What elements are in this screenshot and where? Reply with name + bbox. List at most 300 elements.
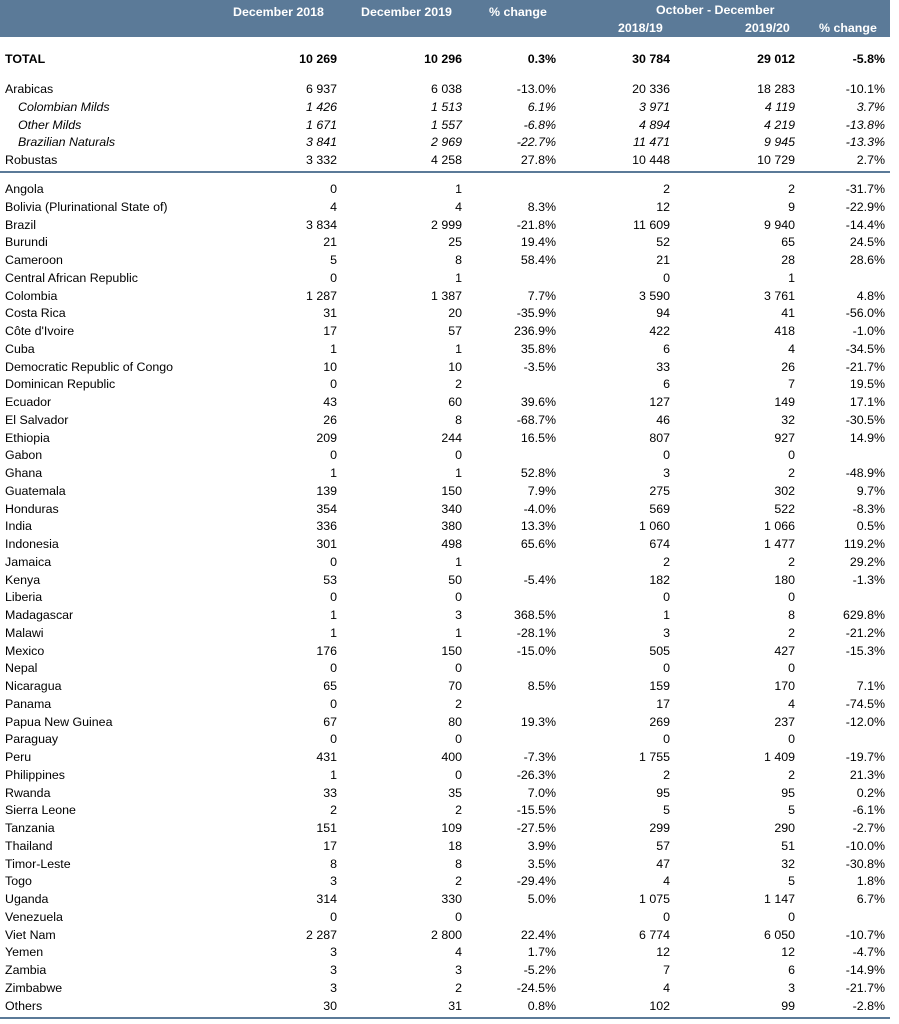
cell-oct-dec-2019-20: 65 xyxy=(781,235,795,250)
cell-pct-change-dec: 236.9% xyxy=(513,324,556,338)
cell-oct-dec-2018-19: 0 xyxy=(663,448,670,463)
cell-oct-dec-2018-19: 57 xyxy=(656,838,670,853)
cell-dec-2019: 244 xyxy=(441,430,462,445)
cell-pct-change-dec: -35.9% xyxy=(516,306,556,321)
cell-pct-change-dec: 5.0% xyxy=(527,892,556,906)
cell-oct-dec-2019-20: 927 xyxy=(774,430,795,445)
cell-pct-change-dec: 3.5% xyxy=(527,856,556,871)
cell-dec-2019: 2 969 xyxy=(430,135,462,150)
cell-dec-2018: 176 xyxy=(316,643,337,658)
cell-oct-dec-2018-19: 95 xyxy=(656,785,670,800)
cell-dec-2018: 431 xyxy=(316,750,337,764)
cell-pct-change-dec: -29.4% xyxy=(516,874,556,889)
group-row xyxy=(0,81,890,99)
row-label: Costa Rica xyxy=(5,306,66,321)
cell-dec-2018: 26 xyxy=(323,412,337,427)
cell-oct-dec-2019-20: 3 761 xyxy=(763,288,795,303)
cell-dec-2019: 60 xyxy=(448,395,462,409)
row-label: Burundi xyxy=(5,235,48,250)
cell-oct-dec-2019-20: 9 xyxy=(788,199,795,214)
table-row xyxy=(0,927,890,945)
cell-pct-change-period: 629.8% xyxy=(842,608,885,622)
cell-oct-dec-2019-20: 4 119 xyxy=(764,99,795,114)
cell-pct-change-period: -5.8% xyxy=(852,52,885,66)
cell-pct-change-period: -30.8% xyxy=(845,856,885,871)
cell-dec-2019: 57 xyxy=(448,324,462,338)
row-label: Other Milds xyxy=(18,117,82,132)
cell-oct-dec-2019-20: 29 012 xyxy=(757,52,795,66)
cell-dec-2018: 3 332 xyxy=(305,153,337,168)
row-label: Cameroon xyxy=(5,253,63,267)
row-label: Ethiopia xyxy=(5,430,50,445)
row-label: Democratic Republic of Congo xyxy=(5,359,174,374)
cell-dec-2019: 3 xyxy=(455,963,462,977)
cell-dec-2018: 53 xyxy=(323,572,337,587)
cell-pct-change-period: -19.7% xyxy=(845,750,885,764)
table-row xyxy=(0,873,890,891)
cell-pct-change-dec: 13.3% xyxy=(520,519,556,534)
cell-dec-2018: 3 xyxy=(330,980,337,995)
cell-dec-2018: 0 xyxy=(330,377,337,392)
cell-dec-2019: 50 xyxy=(448,572,462,587)
cell-pct-change-dec: 0.3% xyxy=(527,52,556,66)
cell-dec-2018: 0 xyxy=(330,182,337,196)
cell-dec-2018: 5 xyxy=(330,253,337,267)
row-label: Arabicas xyxy=(5,82,54,96)
cell-dec-2018: 0 xyxy=(330,270,337,285)
cell-dec-2019: 1 557 xyxy=(430,117,462,132)
cell-oct-dec-2018-19: 3 xyxy=(663,466,670,480)
cell-dec-2018: 31 xyxy=(323,306,337,321)
cell-dec-2019: 1 xyxy=(455,341,462,356)
table-row xyxy=(0,714,890,732)
cell-dec-2018: 67 xyxy=(323,714,337,729)
row-label: Honduras xyxy=(5,501,59,516)
table-row xyxy=(0,660,890,678)
cell-oct-dec-2018-19: 4 xyxy=(663,874,670,889)
cell-dec-2018: 17 xyxy=(323,324,337,338)
cell-pct-change-period: -21.7% xyxy=(845,359,885,374)
cell-pct-change-period: 19.5% xyxy=(849,377,885,392)
row-label: Mexico xyxy=(5,643,45,658)
cell-pct-change-period: -56.0% xyxy=(845,306,885,321)
cell-pct-change-dec: 52.8% xyxy=(520,466,556,480)
cell-pct-change-dec: 0.8% xyxy=(527,998,556,1013)
cell-pct-change-dec: -21.8% xyxy=(516,217,556,232)
cell-oct-dec-2019-20: 6 050 xyxy=(763,927,795,942)
cell-oct-dec-2018-19: 30 784 xyxy=(632,52,670,66)
cell-pct-change-dec: 3.9% xyxy=(527,838,556,853)
cell-dec-2018: 3 841 xyxy=(305,135,337,150)
cell-pct-change-period: 6.7% xyxy=(856,892,885,906)
cell-dec-2018: 1 287 xyxy=(305,288,337,303)
cell-dec-2019: 0 xyxy=(455,767,462,782)
table-row xyxy=(0,802,890,820)
cell-dec-2018: 30 xyxy=(323,998,337,1013)
row-label: Indonesia xyxy=(5,537,59,551)
table-row xyxy=(0,412,890,430)
cell-dec-2019: 18 xyxy=(448,838,462,853)
row-label: Venezuela xyxy=(5,909,63,924)
cell-dec-2019: 2 xyxy=(455,803,462,818)
cell-oct-dec-2018-19: 102 xyxy=(649,998,670,1013)
table-row xyxy=(0,341,890,359)
cell-dec-2018: 151 xyxy=(316,821,337,835)
cell-pct-change-period: -6.1% xyxy=(852,803,885,818)
cell-dec-2018: 1 xyxy=(330,625,337,640)
row-label: Gabon xyxy=(5,448,43,463)
table-row xyxy=(0,998,890,1016)
cell-dec-2019: 1 xyxy=(455,182,462,196)
table-row xyxy=(0,944,890,962)
cell-dec-2019: 80 xyxy=(448,714,462,729)
header-2019-20: 2019/20 xyxy=(745,21,790,35)
cell-pct-change-period: -1.3% xyxy=(852,572,885,587)
cell-dec-2018: 2 287 xyxy=(305,927,337,942)
cell-oct-dec-2018-19: 3 xyxy=(663,625,670,640)
cell-dec-2018: 1 xyxy=(330,608,337,622)
row-label: Togo xyxy=(5,874,32,889)
cell-oct-dec-2018-19: 1 075 xyxy=(638,892,670,906)
cell-oct-dec-2019-20: 0 xyxy=(788,661,795,676)
cell-dec-2019: 1 xyxy=(455,625,462,640)
cell-pct-change-period: -31.7% xyxy=(845,182,885,196)
cell-pct-change-period: 3.7% xyxy=(856,99,885,114)
cell-oct-dec-2019-20: 180 xyxy=(774,572,795,587)
cell-pct-change-period: -34.5% xyxy=(845,341,885,356)
row-label: Uganda xyxy=(5,892,49,906)
cell-dec-2019: 150 xyxy=(441,483,462,498)
table-row xyxy=(0,838,890,856)
cell-oct-dec-2019-20: 18 283 xyxy=(757,82,795,96)
cell-pct-change-period: 9.7% xyxy=(856,483,885,498)
cell-oct-dec-2018-19: 20 336 xyxy=(632,82,670,96)
cell-dec-2019: 8 xyxy=(455,412,462,427)
cell-oct-dec-2019-20: 0 xyxy=(788,732,795,747)
cell-dec-2018: 10 269 xyxy=(299,52,337,66)
table-row xyxy=(0,518,890,536)
cell-dec-2019: 380 xyxy=(441,519,462,534)
cell-pct-change-period: 0.2% xyxy=(856,785,885,800)
cell-dec-2018: 0 xyxy=(330,554,337,569)
header-pct-change-2: % change xyxy=(819,21,877,35)
cell-pct-change-period: -14.9% xyxy=(845,963,885,977)
cell-pct-change-period: -10.1% xyxy=(845,82,885,96)
table-row xyxy=(0,359,890,377)
cell-dec-2019: 109 xyxy=(441,821,462,835)
cell-pct-change-period: -21.2% xyxy=(845,625,885,640)
cell-dec-2018: 43 xyxy=(323,395,337,409)
cell-pct-change-period: -10.0% xyxy=(845,838,885,853)
cell-oct-dec-2019-20: 2 xyxy=(788,466,795,480)
cell-pct-change-dec: 8.5% xyxy=(527,679,556,693)
cell-dec-2018: 4 xyxy=(330,199,337,214)
row-label: India xyxy=(5,519,32,534)
row-label: Zimbabwe xyxy=(5,980,63,995)
table-row xyxy=(0,625,890,643)
table-row xyxy=(0,270,890,288)
cell-oct-dec-2019-20: 237 xyxy=(774,714,795,729)
cell-dec-2019: 0 xyxy=(455,909,462,924)
cell-dec-2018: 8 xyxy=(330,856,337,871)
table-row xyxy=(0,962,890,980)
table-row xyxy=(0,181,890,199)
row-label: Peru xyxy=(5,750,32,764)
table-row xyxy=(0,234,890,252)
cell-dec-2019: 20 xyxy=(448,306,462,321)
cell-oct-dec-2018-19: 52 xyxy=(656,235,670,250)
row-label: Tanzania xyxy=(5,821,55,835)
cell-dec-2018: 1 xyxy=(330,466,337,480)
cell-dec-2018: 209 xyxy=(316,430,337,445)
cell-pct-change-dec: -15.0% xyxy=(516,643,556,658)
cell-oct-dec-2018-19: 569 xyxy=(649,501,670,516)
cell-dec-2018: 0 xyxy=(330,661,337,676)
cell-dec-2019: 3 xyxy=(455,608,462,622)
cell-dec-2018: 314 xyxy=(316,892,337,906)
cell-dec-2019: 8 xyxy=(455,856,462,871)
cell-dec-2018: 3 834 xyxy=(305,217,337,232)
row-label: Jamaica xyxy=(5,554,52,569)
cell-pct-change-period: 29.2% xyxy=(849,554,885,569)
table-row xyxy=(0,376,890,394)
cell-oct-dec-2018-19: 2 xyxy=(663,182,670,196)
total-row xyxy=(0,51,890,69)
row-label: Colombia xyxy=(5,288,58,303)
table-row xyxy=(0,767,890,785)
row-label: Paraguay xyxy=(5,732,59,747)
row-label: Papua New Guinea xyxy=(5,714,113,729)
cell-oct-dec-2018-19: 2 xyxy=(663,554,670,569)
table-row xyxy=(0,731,890,749)
cell-pct-change-dec: 27.8% xyxy=(520,153,556,168)
cell-oct-dec-2018-19: 182 xyxy=(649,572,670,587)
table-row xyxy=(0,394,890,412)
table-row xyxy=(0,572,890,590)
row-label: Nepal xyxy=(5,661,38,676)
cell-pct-change-period: -30.5% xyxy=(845,412,885,427)
cell-pct-change-dec: -26.3% xyxy=(516,767,556,782)
cell-dec-2018: 33 xyxy=(323,785,337,800)
table-row xyxy=(0,820,890,838)
cell-oct-dec-2018-19: 94 xyxy=(656,306,670,321)
cell-oct-dec-2018-19: 0 xyxy=(663,661,670,676)
header-pct-change-1: % change xyxy=(489,5,547,19)
cell-pct-change-period: 17.1% xyxy=(849,395,885,409)
cell-dec-2019: 400 xyxy=(441,750,462,764)
cell-pct-change-period: -8.3% xyxy=(852,501,885,516)
cell-pct-change-period: -2.8% xyxy=(852,998,885,1013)
cell-dec-2018: 0 xyxy=(330,448,337,463)
cell-pct-change-period: 28.6% xyxy=(849,253,885,267)
cell-pct-change-dec: -27.5% xyxy=(516,821,556,835)
cell-pct-change-period: 0.5% xyxy=(856,519,885,534)
row-label: Nicaragua xyxy=(5,679,62,693)
row-label: Brazil xyxy=(5,217,36,232)
cell-oct-dec-2019-20: 5 xyxy=(788,874,795,889)
row-label: Central African Republic xyxy=(5,270,138,285)
cell-oct-dec-2018-19: 12 xyxy=(656,199,670,214)
cell-pct-change-period: 7.1% xyxy=(856,679,885,693)
cell-oct-dec-2018-19: 0 xyxy=(663,732,670,747)
row-label: Guatemala xyxy=(5,483,66,498)
cell-oct-dec-2019-20: 2 xyxy=(788,767,795,782)
cell-pct-change-period: -48.9% xyxy=(845,466,885,480)
header-december-2019: December 2019 xyxy=(361,5,452,19)
cell-dec-2018: 1 671 xyxy=(305,117,337,132)
cell-dec-2018: 354 xyxy=(316,501,337,516)
cell-oct-dec-2018-19: 3 971 xyxy=(638,99,670,114)
cell-pct-change-dec: -3.5% xyxy=(523,359,556,374)
cell-pct-change-period: 24.5% xyxy=(849,235,885,250)
cell-pct-change-period: -1.0% xyxy=(852,324,885,338)
cell-oct-dec-2018-19: 6 xyxy=(663,341,670,356)
cell-oct-dec-2019-20: 99 xyxy=(781,998,795,1013)
cell-pct-change-period: 21.3% xyxy=(849,767,885,782)
cell-pct-change-dec: 6.1% xyxy=(527,99,556,114)
cell-oct-dec-2018-19: 6 774 xyxy=(638,927,670,942)
table-row xyxy=(0,891,890,909)
cell-dec-2018: 301 xyxy=(316,537,337,551)
cell-dec-2018: 0 xyxy=(330,590,337,605)
cell-oct-dec-2019-20: 149 xyxy=(774,395,795,409)
cell-oct-dec-2018-19: 10 448 xyxy=(632,153,670,168)
row-label: Kenya xyxy=(5,572,41,587)
cell-oct-dec-2018-19: 1 060 xyxy=(638,519,670,534)
cell-pct-change-period: -15.3% xyxy=(845,643,885,658)
cell-oct-dec-2019-20: 5 xyxy=(788,803,795,818)
cell-oct-dec-2018-19: 127 xyxy=(649,395,670,409)
cell-oct-dec-2018-19: 21 xyxy=(656,253,670,267)
table-row xyxy=(0,252,890,270)
cell-dec-2019: 4 xyxy=(455,945,462,960)
cell-pct-change-period: 14.9% xyxy=(849,430,885,445)
cell-pct-change-period: 2.7% xyxy=(856,153,885,168)
row-label: Madagascar xyxy=(5,608,74,622)
cell-oct-dec-2018-19: 422 xyxy=(649,324,670,338)
cell-oct-dec-2019-20: 8 xyxy=(788,608,795,622)
header-december-2018: December 2018 xyxy=(233,5,324,19)
cell-pct-change-dec: 35.8% xyxy=(520,341,556,356)
cell-oct-dec-2018-19: 2 xyxy=(663,767,670,782)
table-bottom-rule xyxy=(0,1017,890,1019)
cell-oct-dec-2019-20: 2 xyxy=(788,182,795,196)
cell-oct-dec-2018-19: 7 xyxy=(663,963,670,977)
header-period: October - December xyxy=(656,3,775,17)
cell-oct-dec-2019-20: 6 xyxy=(788,963,795,977)
cell-oct-dec-2019-20: 1 477 xyxy=(763,537,795,551)
cell-oct-dec-2019-20: 290 xyxy=(774,821,795,835)
cell-pct-change-dec: 22.4% xyxy=(520,927,556,942)
cell-oct-dec-2018-19: 0 xyxy=(663,590,670,605)
cell-oct-dec-2019-20: 0 xyxy=(788,590,795,605)
cell-oct-dec-2018-19: 1 755 xyxy=(638,750,670,764)
cell-pct-change-dec: -15.5% xyxy=(516,803,556,818)
row-label: Ghana xyxy=(5,466,43,480)
cell-oct-dec-2019-20: 3 xyxy=(788,980,795,995)
table-row xyxy=(0,501,890,519)
row-label: Timor-Leste xyxy=(5,856,71,871)
group-row xyxy=(0,99,890,117)
cell-pct-change-dec: -5.2% xyxy=(523,963,556,977)
cell-oct-dec-2019-20: 4 xyxy=(788,696,795,711)
section-divider xyxy=(0,171,890,173)
row-label: Robustas xyxy=(5,153,58,168)
cell-pct-change-dec: 65.6% xyxy=(520,537,556,551)
cell-oct-dec-2019-20: 9 945 xyxy=(763,135,795,150)
table-row xyxy=(0,430,890,448)
row-label: Colombian Milds xyxy=(18,99,110,114)
cell-dec-2019: 1 xyxy=(455,554,462,569)
cell-oct-dec-2019-20: 26 xyxy=(781,359,795,374)
cell-oct-dec-2019-20: 28 xyxy=(781,253,795,267)
row-label: Yemen xyxy=(5,945,44,960)
cell-dec-2019: 2 999 xyxy=(430,217,462,232)
cell-pct-change-dec: -6.8% xyxy=(523,117,556,132)
cell-dec-2019: 1 387 xyxy=(430,288,462,303)
table-row xyxy=(0,483,890,501)
cell-oct-dec-2019-20: 10 729 xyxy=(757,153,795,168)
table-row xyxy=(0,749,890,767)
cell-dec-2019: 2 xyxy=(455,377,462,392)
cell-oct-dec-2018-19: 47 xyxy=(656,856,670,871)
row-label: Ecuador xyxy=(5,395,52,409)
cell-oct-dec-2019-20: 0 xyxy=(788,448,795,463)
table-row xyxy=(0,696,890,714)
cell-pct-change-dec: 7.0% xyxy=(527,785,556,800)
cell-pct-change-dec: 8.3% xyxy=(527,199,556,214)
table-row xyxy=(0,554,890,572)
cell-oct-dec-2018-19: 46 xyxy=(656,412,670,427)
row-label: Thailand xyxy=(5,838,53,853)
cell-dec-2018: 3 xyxy=(330,945,337,960)
cell-dec-2018: 0 xyxy=(330,909,337,924)
cell-pct-change-dec: -13.0% xyxy=(516,82,556,96)
cell-oct-dec-2018-19: 299 xyxy=(649,821,670,835)
cell-oct-dec-2018-19: 3 590 xyxy=(638,288,670,303)
cell-dec-2018: 1 426 xyxy=(305,99,337,114)
cell-dec-2019: 6 038 xyxy=(430,82,462,96)
row-label: Cuba xyxy=(5,341,35,356)
cell-pct-change-period: -4.7% xyxy=(852,945,885,960)
cell-dec-2019: 330 xyxy=(441,892,462,906)
row-label: Viet Nam xyxy=(5,927,56,942)
cell-pct-change-dec: -22.7% xyxy=(516,135,556,150)
cell-pct-change-dec: -24.5% xyxy=(516,980,556,995)
table-row xyxy=(0,856,890,874)
cell-oct-dec-2018-19: 12 xyxy=(656,945,670,960)
group-row xyxy=(0,152,890,170)
cell-pct-change-period: -10.7% xyxy=(845,927,885,942)
cell-oct-dec-2019-20: 0 xyxy=(788,909,795,924)
cell-dec-2019: 2 800 xyxy=(430,927,462,942)
cell-oct-dec-2018-19: 33 xyxy=(656,359,670,374)
row-label: Côte d'Ivoire xyxy=(5,324,75,338)
cell-oct-dec-2019-20: 12 xyxy=(781,945,795,960)
cell-dec-2018: 0 xyxy=(330,696,337,711)
cell-oct-dec-2019-20: 95 xyxy=(781,785,795,800)
cell-oct-dec-2018-19: 5 xyxy=(663,803,670,818)
row-label: Others xyxy=(5,998,43,1013)
cell-dec-2018: 0 xyxy=(330,732,337,747)
cell-pct-change-period: -22.9% xyxy=(845,199,885,214)
cell-pct-change-period: 119.2% xyxy=(843,537,885,551)
cell-oct-dec-2019-20: 7 xyxy=(788,377,795,392)
cell-dec-2019: 2 xyxy=(455,696,462,711)
cell-oct-dec-2018-19: 674 xyxy=(649,537,670,551)
cell-pct-change-dec: 1.7% xyxy=(527,945,556,960)
cell-dec-2019: 31 xyxy=(448,998,462,1013)
